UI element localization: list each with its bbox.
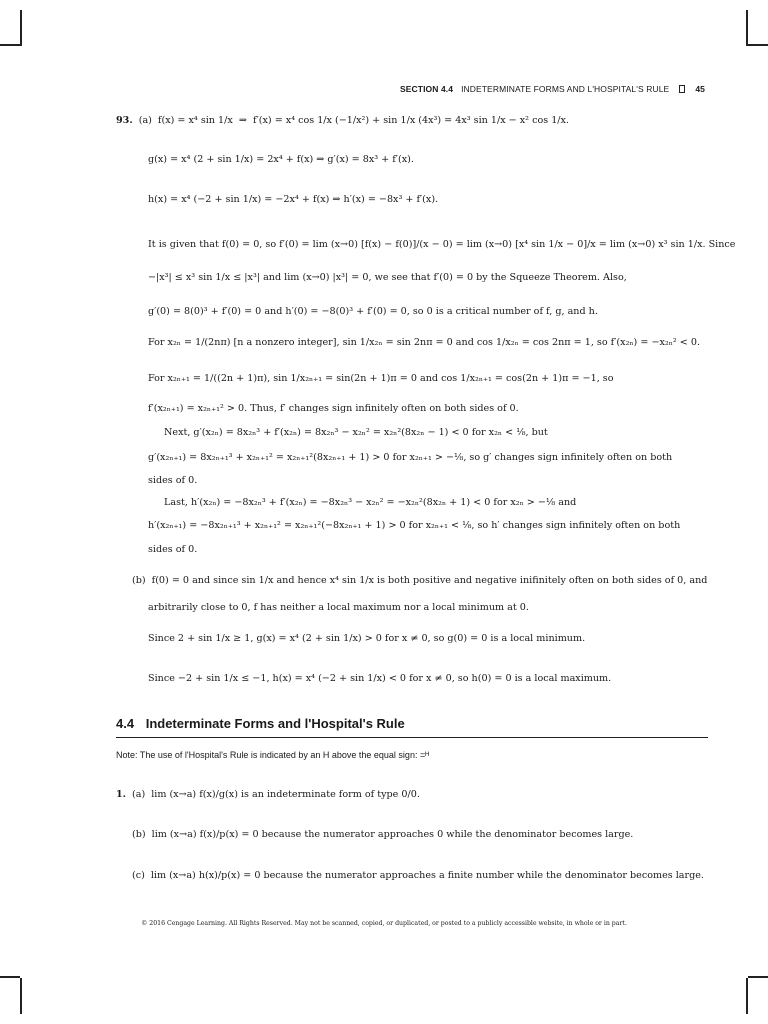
math-line: lim (x→a) h(x)/p(x) = 0 because the numerator approaches a finite number while the denominator becomes large. xyxy=(150,870,704,881)
crop-mark xyxy=(20,10,22,46)
math-line: Next, g′(x₂ₙ) = 8x₂ₙ³ + f′(x₂ₙ) = 8x₂ₙ³ − x₂ₙ² = x₂ₙ²(8x₂ₙ − 1) < 0 for x₂ₙ < ⅛, but xyxy=(164,427,548,438)
problem-1-line xyxy=(132,869,704,883)
math-line: g′(x₂ₙ₊₁) = 8x₂ₙ₊₁³ + x₂ₙ₊₁² = x₂ₙ₊₁²(8x₂ₙ₊₁ + 1) > 0 for x₂ₙ₊₁ > −⅛, so g′ changes sign infinitely often on both xyxy=(148,452,673,463)
square-icon xyxy=(679,85,685,93)
math-line: sides of 0. xyxy=(148,544,198,555)
problem-1-line xyxy=(132,828,633,842)
part-label: (b) xyxy=(132,575,146,586)
math-line: g(x) = x⁴ (2 + sin 1/x) = 2x⁴ + f(x) ⇒ g′(x) = 8x³ + f′(x). xyxy=(148,154,414,165)
part-label: (c) xyxy=(132,870,145,881)
math-line: f(x) = x⁴ sin 1/x ⇒ f′(x) = x⁴ cos 1/x (−1/x²) + sin 1/x (4x³) = 4x³ sin 1/x − x² cos 1/x. xyxy=(157,115,569,126)
page-number: 45 xyxy=(695,84,705,94)
math-line: Since −2 + sin 1/x ≤ −1, h(x) = x⁴ (−2 + sin 1/x) < 0 for x ≠ 0, so h(0) = 0 is a local maximum. xyxy=(148,673,612,684)
math-line: g′(0) = 8(0)³ + f′(0) = 0 and h′(0) = −8(0)³ + f′(0) = 0, so 0 is a critical number of f, g, and h. xyxy=(148,306,598,317)
problem-number: 1. xyxy=(116,789,127,800)
math-line: sides of 0. xyxy=(148,475,198,486)
math-line: f(0) = 0 and since sin 1/x and hence x⁴ sin 1/x is both positive and negative inifinitely often on both sides of 0, and xyxy=(151,575,708,586)
section-heading-title: Indeterminate Forms and l'Hospital's Rule xyxy=(145,716,405,731)
section-heading-number: 4.4 xyxy=(116,716,135,731)
crop-mark xyxy=(746,978,748,1014)
math-line: Since 2 + sin 1/x ≥ 1, g(x) = x⁴ (2 + sin 1/x) > 0 for x ≠ 0, so g(0) = 0 is a local minimum. xyxy=(148,633,586,644)
math-line: arbitrarily close to 0, f has neither a local maximum nor a local minimum at 0. xyxy=(148,602,529,613)
math-line: For x₂ₙ₊₁ = 1/((2n + 1)π), sin 1/x₂ₙ₊₁ = sin(2n + 1)π = 0 and cos 1/x₂ₙ₊₁ = cos(2n + 1)π = −1, so xyxy=(148,373,614,384)
part-label: (a) xyxy=(132,789,146,800)
math-line: −|x³| ≤ x³ sin 1/x ≤ |x³| and lim (x→0) |x³| = 0, we see that f′(0) = 0 by the Squeeze Theorem. Also, xyxy=(148,272,627,283)
math-line: lim (x→a) f(x)/p(x) = 0 because the numerator approaches 0 while the denominator becomes large. xyxy=(151,829,634,840)
crop-mark xyxy=(748,44,768,46)
crop-mark xyxy=(748,976,768,978)
part-label: (b) xyxy=(132,829,146,840)
copyright-footer: © 2016 Cengage Learning. All Rights Reserved. May not be scanned, copied, or duplicated, or posted to a publicly accessible website, in whole or in part. xyxy=(141,920,627,927)
section-title: INDETERMINATE FORMS AND L'HOSPITAL'S RULE xyxy=(461,84,670,94)
crop-mark xyxy=(0,44,20,46)
problem-1-line xyxy=(116,788,420,802)
math-line: It is given that f(0) = 0, so f′(0) = lim (x→0) [f(x) − f(0)]/(x − 0) = lim (x→0) [x⁴ sin 1/x − 0]/x = lim (x→0) x³ sin 1/x. Since xyxy=(148,239,736,250)
math-line: For x₂ₙ = 1/(2nπ) [n a nonzero integer], sin 1/x₂ₙ = sin 2nπ = 0 and cos 1/x₂ₙ = cos 2nπ = 1, so f′(x₂ₙ) = −x₂ₙ² < 0. xyxy=(148,337,701,348)
note-text: Note: The use of l'Hospital's Rule is indicated by an H above the equal sign: =ᴴ xyxy=(116,750,430,760)
math-line: Last, h′(x₂ₙ) = −8x₂ₙ³ + f′(x₂ₙ) = −8x₂ₙ³ − x₂ₙ² = −x₂ₙ²(8x₂ₙ + 1) < 0 for x₂ₙ > −⅛ and xyxy=(164,497,577,508)
crop-mark xyxy=(20,978,22,1014)
math-line: f′(x₂ₙ₊₁) = x₂ₙ₊₁² > 0. Thus, f′ changes sign infinitely often on both sides of 0. xyxy=(148,403,519,414)
section-heading xyxy=(116,716,708,738)
running-header xyxy=(400,84,705,94)
part-label: (a) xyxy=(138,115,152,126)
section-number: SECTION 4.4 xyxy=(400,84,454,94)
problem-number: 93. xyxy=(116,115,133,126)
math-line: lim (x→a) f(x)/g(x) is an indeterminate form of type 0/0. xyxy=(151,789,420,800)
problem-93-line xyxy=(116,114,569,128)
crop-mark xyxy=(746,10,748,46)
math-line: h′(x₂ₙ₊₁) = −8x₂ₙ₊₁³ + x₂ₙ₊₁² = x₂ₙ₊₁²(−8x₂ₙ₊₁ + 1) > 0 for x₂ₙ₊₁ < ⅛, so h′ changes sign infinitely often on both xyxy=(148,520,681,531)
part-b-line xyxy=(132,574,707,588)
math-line: h(x) = x⁴ (−2 + sin 1/x) = −2x⁴ + f(x) ⇒ h′(x) = −8x³ + f′(x). xyxy=(148,194,439,205)
crop-mark xyxy=(0,976,20,978)
